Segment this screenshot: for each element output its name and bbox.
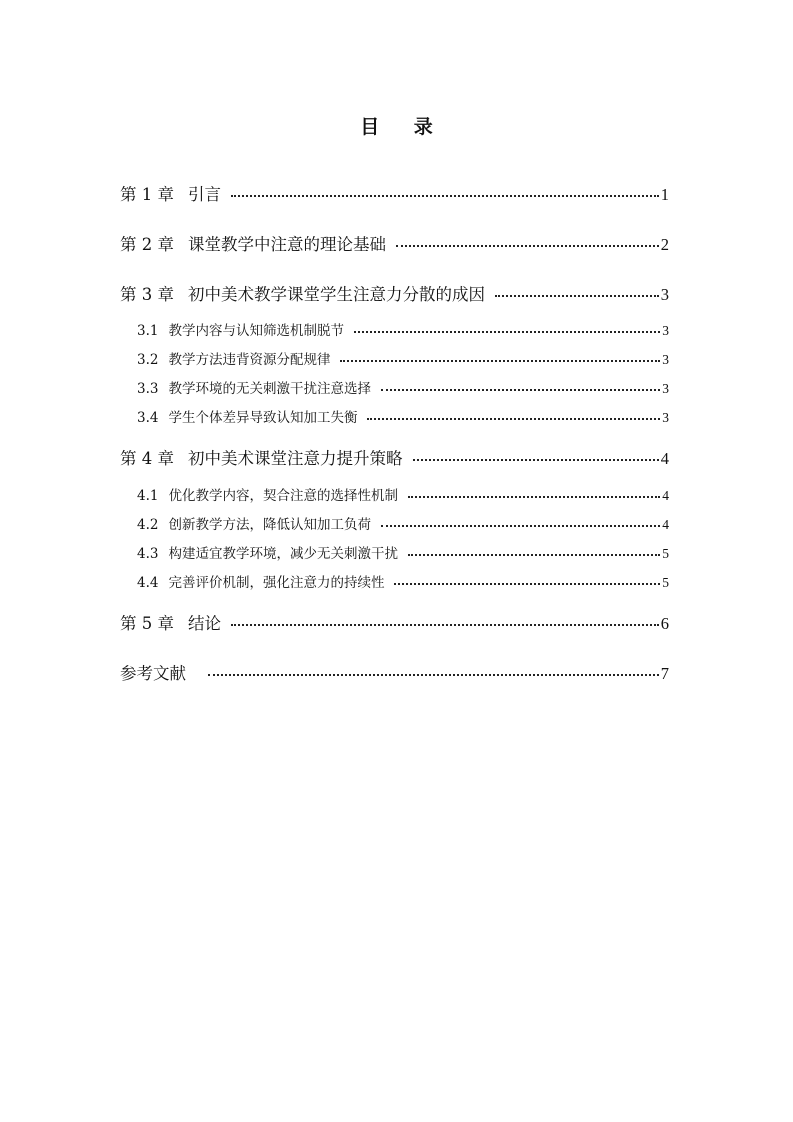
toc-entry-label: 教学方法违背资源分配规律 — [168, 352, 331, 368]
toc-entry-section-4-4[interactable] — [137, 571, 669, 591]
toc-entry-label: 初中美术教学课堂学生注意力分散的成因 — [188, 285, 485, 304]
toc-leader-dots — [408, 487, 660, 501]
toc-entry-section-3-3[interactable] — [137, 377, 669, 397]
toc-page-number: 3 — [662, 323, 669, 338]
toc-entry-number: 3.4 — [137, 410, 159, 426]
toc-entry-number: 第 1 章 — [120, 185, 174, 204]
toc-page-number: 7 — [660, 664, 669, 683]
toc-entry-label: 完善评价机制，强化注意力的持续性 — [168, 575, 385, 591]
toc-entry-section-4-1[interactable] — [137, 484, 669, 504]
toc-page-number: 3 — [662, 381, 669, 396]
toc-entry-label: 优化教学内容，契合注意的选择性机制 — [168, 488, 398, 504]
toc-entry-label: 教学内容与认知筛选机制脱节 — [168, 323, 344, 339]
toc-entry-label: 创新教学方法，降低认知加工负荷 — [168, 517, 371, 533]
toc-entry-number: 4.3 — [137, 546, 159, 562]
toc-entry-label: 学生个体差异导致认知加工失衡 — [168, 410, 358, 426]
toc-leader-dots — [413, 448, 659, 465]
toc-entry-number: 第 2 章 — [120, 235, 174, 254]
toc-entry-label: 参考文献 — [120, 664, 186, 683]
toc-entry-number: 第 4 章 — [120, 449, 174, 468]
toc-leader-dots — [340, 351, 660, 365]
toc-leader-dots — [381, 380, 660, 394]
toc-leader-dots — [381, 516, 660, 530]
toc-entry-label: 构建适宜教学环境，减少无关刺激干扰 — [168, 546, 398, 562]
toc-entry-chapter-2[interactable] — [120, 231, 669, 255]
toc-entry-number: 第 3 章 — [120, 285, 174, 304]
toc-title: 目 录 — [360, 116, 447, 138]
toc-entry-chapter-5[interactable] — [120, 610, 669, 634]
toc-entry-number: 4.4 — [137, 575, 159, 591]
toc-leader-dots — [208, 663, 659, 680]
toc-leader-dots — [231, 613, 659, 630]
toc-entry-label: 结论 — [188, 614, 221, 633]
toc-entry-number: 第 5 章 — [120, 614, 174, 633]
toc-entry-label: 引言 — [188, 185, 221, 204]
toc-entry-section-3-2[interactable] — [137, 348, 669, 368]
toc-entry-number: 3.3 — [137, 381, 159, 397]
toc-entry-label: 课堂教学中注意的理论基础 — [188, 235, 386, 254]
toc-leader-dots — [394, 574, 660, 588]
toc-page-number: 4 — [660, 449, 669, 468]
toc-entry-section-3-4[interactable] — [137, 406, 669, 426]
toc-page-number: 2 — [660, 235, 669, 254]
toc-leader-dots — [367, 409, 660, 423]
toc-entry-number: 3.2 — [137, 352, 159, 368]
toc-page-number: 4 — [662, 517, 669, 532]
toc-entry-section-4-3[interactable] — [137, 542, 669, 562]
toc-leader-dots — [231, 184, 659, 201]
toc-entry-section-4-2[interactable] — [137, 513, 669, 533]
toc-page-number: 3 — [662, 410, 669, 425]
toc-leader-dots — [396, 234, 659, 251]
toc-page-number: 6 — [660, 614, 669, 633]
toc-entry-number: 4.1 — [137, 488, 159, 504]
toc-leader-dots — [408, 545, 660, 559]
toc-page-number: 1 — [660, 185, 669, 204]
toc-page-number: 3 — [662, 352, 669, 367]
toc-entry-number: 3.1 — [137, 323, 159, 339]
toc-leader-dots — [495, 284, 659, 301]
toc-entry-references[interactable] — [120, 660, 669, 684]
toc-entry-chapter-3[interactable] — [120, 281, 669, 305]
toc-leader-dots — [354, 322, 660, 336]
toc-page-number: 4 — [662, 488, 669, 503]
toc-page-number: 5 — [662, 575, 669, 590]
toc-entry-section-3-1[interactable] — [137, 319, 669, 339]
toc-entry-label: 初中美术课堂注意力提升策略 — [188, 449, 403, 468]
toc-page-number: 5 — [662, 546, 669, 561]
toc-entry-number: 4.2 — [137, 517, 159, 533]
toc-page-number: 3 — [660, 285, 669, 304]
toc-entry-chapter-1[interactable] — [120, 181, 669, 205]
toc-entry-chapter-4[interactable] — [120, 445, 669, 469]
toc-entry-label: 教学环境的无关刺激干扰注意选择 — [168, 381, 371, 397]
